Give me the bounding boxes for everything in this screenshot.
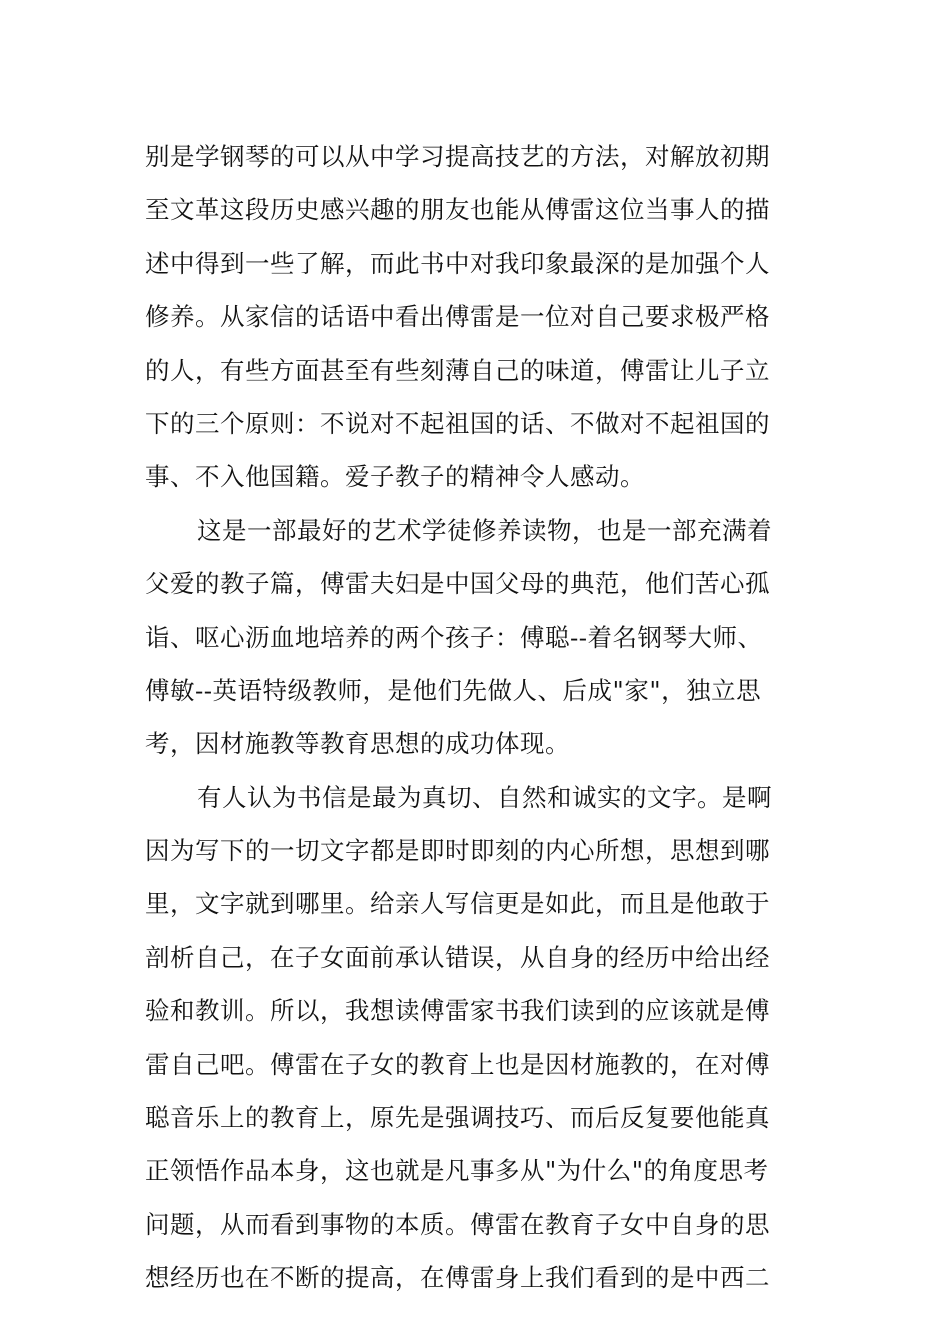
paragraph-2 bbox=[145, 504, 810, 771]
text-line: 事、不入他国籍。爱子教子的精神令人感动。 bbox=[145, 462, 645, 492]
text-line: 述中得到一些了解，而此书中对我印象最深的是加强个人 bbox=[145, 248, 770, 278]
text-line: 考，因材施教等教育思想的成功体现。 bbox=[145, 729, 570, 759]
text-line: 修养。从家信的话语中看出傅雷是一位对自己要求极严格 bbox=[145, 302, 770, 332]
text-line: 下的三个原则：不说对不起祖国的话、不做对不起祖国的 bbox=[145, 408, 770, 438]
text-line: 至文革这段历史感兴趣的朋友也能从傅雷这位当事人的描 bbox=[145, 195, 770, 225]
paragraph-3 bbox=[145, 771, 810, 1305]
text-line: 雷自己吧。傅雷在子女的教育上也是因材施教的，在对傅 bbox=[145, 1049, 770, 1079]
text-line: 问题，从而看到事物的本质。傅雷在教育子女中自身的思 bbox=[145, 1209, 770, 1239]
text-line: 别是学钢琴的可以从中学习提高技艺的方法，对解放初期 bbox=[145, 142, 770, 171]
text-line: 的人，有些方面甚至有些刻薄自己的味道，傅雷让儿子立 bbox=[145, 355, 770, 385]
text-line: 里，文字就到哪里。给亲人写信更是如此，而且是他敢于 bbox=[145, 889, 770, 919]
text-line: 想经历也在不断的提高，在傅雷身上我们看到的是中西二 bbox=[145, 1263, 770, 1293]
text-line: 傅敏--英语特级教师，是他们先做人、后成"家"，独立思 bbox=[145, 675, 762, 705]
text-line: 聪音乐上的教育上，原先是强调技巧、而后反复要他能真 bbox=[145, 1103, 770, 1133]
text-line: 有人认为书信是最为真切、自然和诚实的文字。是啊 bbox=[197, 782, 772, 812]
text-line: 验和教训。所以，我想读傅雷家书我们读到的应该就是傅 bbox=[145, 996, 770, 1026]
text-line: 这是一部最好的艺术学徒修养读物，也是一部充满着 bbox=[197, 515, 772, 545]
text-line: 诣、呕心沥血地培养的两个孩子：傅聪--着名钢琴大师、 bbox=[145, 622, 763, 652]
text-line: 父爱的教子篇，傅雷夫妇是中国父母的典范，他们苦心孤 bbox=[145, 569, 770, 599]
text-line: 因为写下的一切文字都是即时即刻的内心所想，思想到哪 bbox=[145, 836, 770, 866]
document-body bbox=[145, 130, 810, 1305]
text-line: 正领悟作品本身，这也就是凡事多从"为什么"的角度思考 bbox=[145, 1156, 769, 1186]
text-line: 剖析自己，在子女面前承认错误，从自身的经历中给出经 bbox=[145, 942, 770, 972]
paragraph-1 bbox=[145, 130, 810, 504]
